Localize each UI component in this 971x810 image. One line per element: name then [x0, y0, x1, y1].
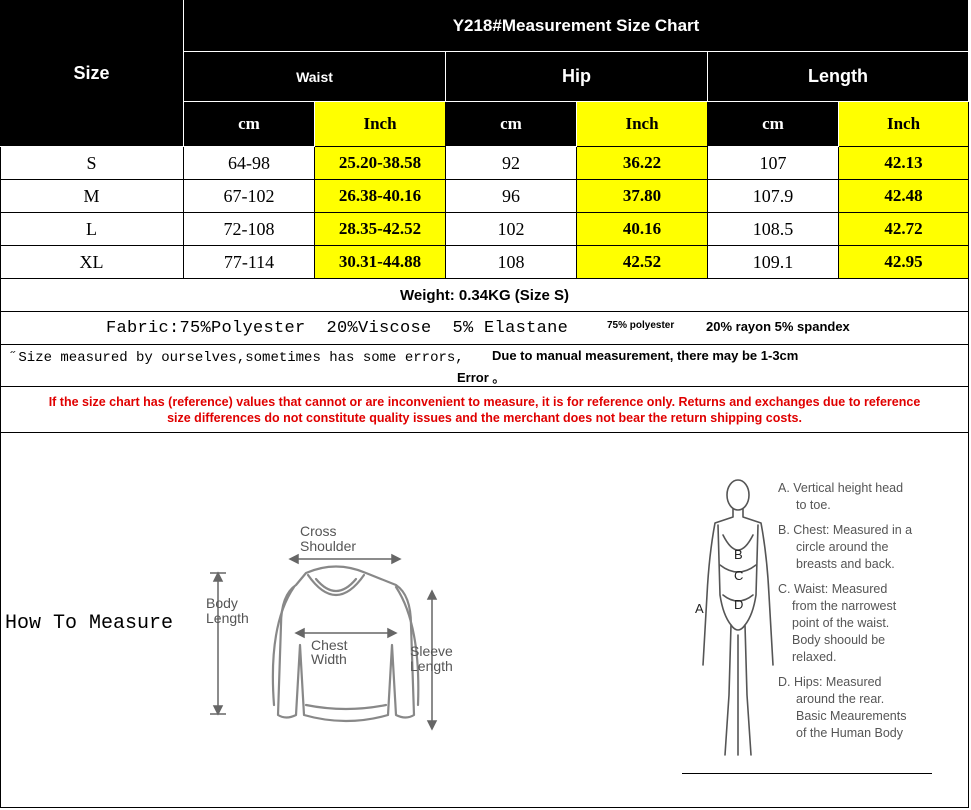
cell-text: 72-108	[223, 218, 275, 239]
size-header-label: Size	[73, 62, 110, 83]
group-hip	[446, 52, 708, 102]
note-b	[778, 522, 948, 573]
chart-title-text: Y218#Measurement Size Chart	[452, 15, 700, 35]
unit-label: cm	[500, 114, 522, 133]
cross-shoulder-label-2: Shoulder	[300, 538, 357, 554]
how-to-measure-label: How To Measure	[5, 612, 174, 635]
shirt-diagram	[196, 515, 496, 755]
chart-title	[184, 0, 969, 52]
cell-text: 107	[759, 152, 787, 173]
cell-text: L	[86, 218, 97, 239]
cross-shoulder-label: Cross	[300, 523, 337, 539]
chest-width-label-2: Width	[311, 651, 347, 667]
note-line: D. Hips: Measured	[778, 675, 882, 689]
marker-c: C	[734, 568, 744, 583]
marker-d: D	[734, 597, 744, 612]
table-cell	[708, 180, 839, 213]
unit-waist-inch	[315, 102, 446, 147]
table-cell	[184, 180, 315, 213]
table-cell	[839, 147, 969, 180]
table-row-size	[0, 147, 184, 180]
table-cell	[577, 180, 708, 213]
disclaimer-row	[0, 387, 969, 433]
note-d	[778, 674, 948, 742]
cell-text: 26.38-40.16	[338, 186, 422, 205]
marker-a: A	[695, 601, 704, 616]
table-cell	[708, 147, 839, 180]
cell-text: 42.95	[884, 252, 923, 271]
fabric-small: 75% polyester	[607, 320, 675, 331]
note-line: to toe.	[796, 498, 831, 512]
cell-text: 107.9	[752, 185, 794, 206]
cell-text: 25.20-38.58	[338, 153, 422, 172]
cell-text: M	[83, 185, 100, 206]
table-cell	[839, 246, 969, 279]
body-length-label: Body	[206, 595, 238, 611]
unit-label: Inch	[886, 114, 921, 133]
cell-text: 30.31-44.88	[338, 252, 422, 271]
cell-text: 92	[502, 152, 520, 173]
cell-text: 102	[497, 218, 525, 239]
note-line: C. Waist: Measured	[778, 582, 888, 596]
table-cell	[577, 213, 708, 246]
group-hip-label: Hip	[562, 66, 591, 86]
table-cell	[184, 246, 315, 279]
unit-label: cm	[238, 114, 260, 133]
weight-text: Weight: 0.34KG (Size S)	[400, 286, 569, 304]
cell-text: 96	[502, 185, 520, 206]
cell-text: 108	[497, 251, 525, 272]
measure-note-bold: Due to manual measurement, there may be 1-3cm	[492, 348, 799, 363]
cell-text: 109.1	[752, 251, 794, 272]
note-a	[778, 480, 948, 514]
table-cell	[577, 246, 708, 279]
table-cell	[708, 213, 839, 246]
cell-text: 77-114	[223, 251, 275, 272]
body-length-label-2: Length	[206, 610, 249, 626]
unit-label: cm	[762, 114, 784, 133]
sleeve-length-label: Sleeve	[410, 643, 453, 659]
cell-text: 40.16	[622, 219, 662, 238]
weight-row	[0, 279, 969, 312]
unit-hip-cm	[446, 102, 577, 147]
unit-length-inch	[839, 102, 969, 147]
note-line: of the Human Body	[796, 726, 904, 740]
note-line: relaxed.	[792, 650, 837, 664]
unit-label: Inch	[363, 114, 397, 133]
group-length-label: Length	[808, 66, 868, 86]
table-row-size	[0, 213, 184, 246]
unit-length-cm	[708, 102, 839, 147]
note-line: A. Vertical height head	[778, 481, 904, 495]
unit-waist-cm	[184, 102, 315, 147]
sleeve-length-label-2: Length	[410, 658, 453, 674]
note-line: circle around the	[796, 540, 889, 554]
table-row-size	[0, 180, 184, 213]
note-line: from the narrowest	[792, 599, 897, 613]
table-cell	[446, 213, 577, 246]
unit-label: Inch	[625, 114, 659, 133]
body-figure-diagram	[693, 475, 783, 765]
cell-text: 42.13	[884, 153, 923, 172]
cell-text: 64-98	[228, 152, 270, 173]
table-cell	[446, 147, 577, 180]
fabric-row	[0, 312, 969, 345]
table-row-size	[0, 246, 184, 279]
group-waist-label: Waist	[296, 68, 333, 85]
group-length	[708, 52, 969, 102]
group-waist	[184, 52, 446, 102]
note-line: B. Chest: Measured in a	[778, 523, 913, 537]
fabric-main: Fabric:75%Polyester 20%Viscose 5% Elastane	[106, 319, 569, 338]
note-line: Basic Meaurements	[796, 709, 907, 723]
note-line: Body shoould be	[792, 633, 886, 647]
cell-text: 108.5	[752, 218, 794, 239]
cell-text: 42.48	[884, 186, 923, 205]
table-cell	[315, 213, 446, 246]
cell-text: XL	[79, 251, 104, 272]
table-cell	[315, 180, 446, 213]
note-c	[778, 581, 948, 666]
table-cell	[446, 246, 577, 279]
measure-note-row	[0, 345, 969, 387]
table-cell	[446, 180, 577, 213]
table-cell	[184, 213, 315, 246]
unit-hip-inch	[577, 102, 708, 147]
note-line: breasts and back.	[796, 557, 895, 571]
cell-text: 42.52	[622, 252, 662, 271]
fabric-extra: 20% rayon 5% spandex	[706, 319, 850, 334]
cell-text: 42.72	[884, 219, 923, 238]
table-cell	[839, 180, 969, 213]
measure-note-error: Error 。	[457, 370, 506, 385]
table-cell	[577, 147, 708, 180]
note-line: around the rear.	[796, 692, 885, 706]
cell-text: 37.80	[622, 186, 662, 205]
table-cell	[839, 213, 969, 246]
body-underline	[682, 773, 932, 774]
table-cell	[315, 246, 446, 279]
cell-text: 28.35-42.52	[338, 219, 422, 238]
cell-text: 67-102	[223, 185, 275, 206]
chest-width-label: Chest	[311, 637, 348, 653]
body-notes	[778, 480, 948, 742]
table-cell	[315, 147, 446, 180]
note-line: point of the waist.	[792, 616, 890, 630]
table-cell	[184, 147, 315, 180]
marker-b: B	[734, 547, 743, 562]
cell-text: S	[86, 152, 97, 173]
size-header	[0, 0, 184, 147]
disclaimer-text: If the size chart has (reference) values that cannot or are inconvenient to measure, it is for reference only. Returns and exchanges due to reference size differences do not constitute quality issues and the merchant does not bear the return shipping costs.	[48, 394, 921, 425]
cell-text: 36.22	[622, 153, 662, 172]
measure-note-main: ˝Size measured by ourselves,sometimes has some errors,	[10, 350, 464, 366]
table-cell	[708, 246, 839, 279]
